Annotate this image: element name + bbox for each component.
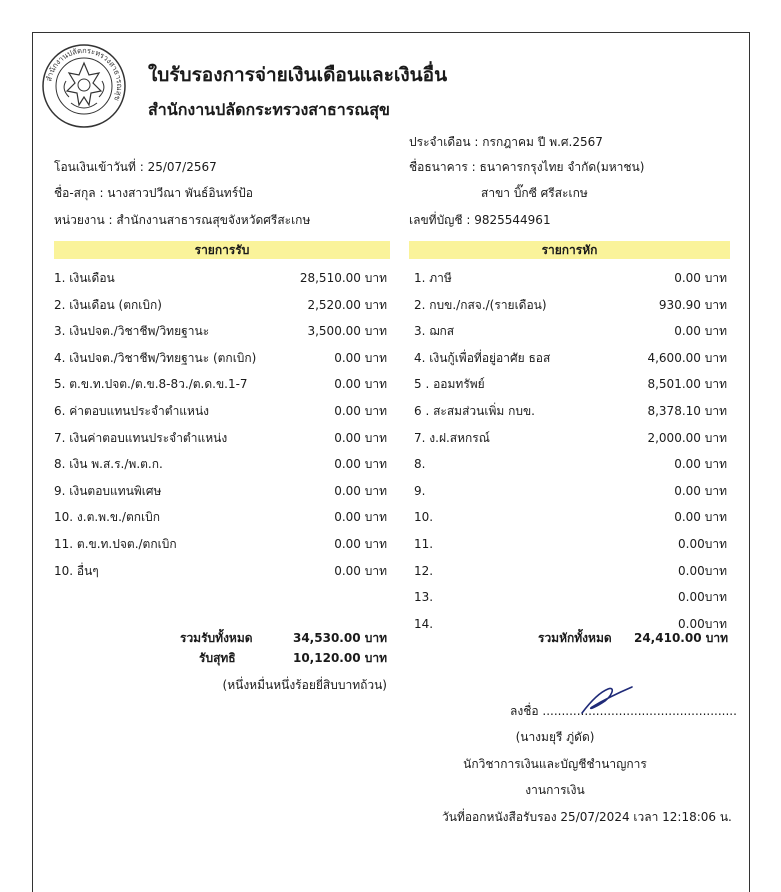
- pay-month: ประจำเดือน : กรกฎาคม ปี พ.ศ.2567: [409, 135, 603, 149]
- handwritten-signature-icon: [578, 683, 638, 719]
- row-label: 11.: [414, 537, 434, 551]
- row-label: 6 . สะสมส่วนเพิ่ม กบข.: [414, 404, 535, 418]
- row-amount: 2,520.00 บาท: [307, 297, 387, 312]
- income-row: [54, 401, 387, 421]
- row-label: 1. เงินเดือน: [54, 271, 115, 285]
- row-amount: 0.00 บาท: [334, 457, 387, 472]
- row-amount: 0.00 บาท: [334, 483, 387, 498]
- row-label: 7. ง.ฝ.สหกรณ์: [414, 430, 490, 445]
- deduction-row: [414, 587, 727, 607]
- row-amount: 0.00 บาท: [334, 563, 387, 578]
- row-amount: 0.00 บาท: [674, 510, 727, 525]
- row-label: 10.: [414, 510, 434, 525]
- deduction-row: [414, 401, 727, 421]
- income-row: [54, 507, 387, 527]
- row-label: 10. ง.ต.พ.ข./ตกเบิก: [54, 510, 161, 525]
- svg-text:สำนักงานปลัดกระทรวงสาธารณสุข: [44, 46, 124, 102]
- row-label: 4. เงินปจต./วิชาชีพ/วิทยฐานะ (ตกเบิก): [54, 350, 257, 365]
- work-unit: หน่วยงาน : สำนักงานสาธารณสุขจังหวัดศรีสะเกษ: [54, 213, 311, 227]
- income-row: [54, 561, 387, 581]
- row-label: 9.: [414, 483, 426, 498]
- row-amount: 0.00บาท: [678, 590, 727, 605]
- ministry-seal-icon: [41, 43, 127, 129]
- row-amount: 0.00 บาท: [334, 537, 387, 551]
- income-row: [54, 374, 387, 394]
- deductions-total-value: 24,410.00 บาท: [633, 631, 728, 645]
- deduction-row: [414, 348, 727, 368]
- row-amount: 8,378.10 บาท: [647, 404, 727, 418]
- row-label: 7. เงินค่าตอบแทนประจำตำแหน่ง: [54, 430, 228, 445]
- deduction-row: [414, 481, 727, 501]
- net-pay-value: 10,120.00 บาท: [292, 651, 387, 665]
- row-amount: 8,501.00 บาท: [647, 377, 727, 392]
- transfer-date: โอนเงินเข้าวันที่ : 25/07/2567: [54, 160, 217, 174]
- deduction-row: [414, 374, 727, 394]
- row-label: 2. เงินเดือน (ตกเบิก): [54, 297, 162, 312]
- row-amount: 0.00 บาท: [334, 404, 387, 418]
- row-amount: 0.00 บาท: [334, 510, 387, 525]
- row-label: 3. ฌกส: [414, 324, 455, 339]
- deduction-row: [414, 561, 727, 581]
- row-amount: 0.00บาท: [678, 537, 727, 551]
- bank-name: ชื่อธนาคาร : ธนาคารกรุงไทย จำกัด(มหาชน): [409, 160, 645, 174]
- row-amount: 2,000.00 บาท: [647, 430, 727, 445]
- net-pay-label: รับสุทธิ: [199, 651, 236, 665]
- row-amount: 930.90 บาท: [658, 297, 727, 312]
- row-amount: 0.00บาท: [678, 616, 727, 631]
- signer-position: นักวิชาการเงินและบัญชีชำนาญการ: [463, 757, 647, 771]
- row-amount: 0.00 บาท: [674, 271, 727, 285]
- row-label: 5. ต.ข.ท.ปจต./ต.ข.8-8ว./ต.ด.ข.1-7: [54, 377, 248, 392]
- income-row: [54, 428, 387, 448]
- deduction-row: [414, 428, 727, 448]
- deduction-row: [414, 321, 727, 341]
- deductions-header: รายการหัก: [409, 241, 730, 259]
- row-label: 2. กบข./กสจ./(รายเดือน): [414, 297, 547, 312]
- row-amount: 0.00 บาท: [334, 377, 387, 392]
- row-amount: 0.00 บาท: [334, 350, 387, 365]
- signer-name: (นางมยุรี ภู่ดัด): [515, 730, 595, 744]
- account-number: เลขที่บัญชี : 9825544961: [409, 213, 551, 227]
- row-label: 10. อื่นๆ: [54, 563, 99, 578]
- row-amount: 0.00 บาท: [334, 430, 387, 445]
- row-label: 11. ต.ข.ท.ปจต./ตกเบิก: [54, 537, 177, 551]
- row-amount: 4,600.00 บาท: [647, 350, 727, 365]
- row-label: 4. เงินกู้เพื่อที่อยู่อาศัย ธอส: [414, 350, 551, 365]
- income-row: [54, 454, 387, 474]
- income-row: [54, 348, 387, 368]
- row-label: 14.: [414, 616, 434, 631]
- row-label: 1. ภาษี: [414, 271, 452, 285]
- deduction-row: [414, 534, 727, 554]
- deduction-row: [414, 454, 727, 474]
- income-total-label: รวมรับทั้งหมด: [180, 631, 253, 645]
- income-total-value: 34,530.00 บาท: [292, 631, 387, 645]
- income-header: รายการรับ: [54, 241, 390, 259]
- row-label: 12.: [414, 563, 434, 578]
- employee-name: ชื่อ-สกุล : นางสาวปวีณา พันธ์อินทร์ป้อ: [54, 186, 253, 200]
- row-label: 13.: [414, 590, 434, 605]
- row-amount: 3,500.00 บาท: [307, 324, 387, 339]
- deduction-row: [414, 268, 727, 288]
- row-amount: 0.00 บาท: [674, 324, 727, 339]
- row-label: 9. เงินตอบแทนพิเศษ: [54, 483, 162, 498]
- income-row: [54, 268, 387, 288]
- row-amount: 28,510.00 บาท: [299, 271, 387, 285]
- row-amount: 0.00 บาท: [674, 457, 727, 472]
- income-row: [54, 295, 387, 315]
- row-label: 5 . ออมทรัพย์: [414, 377, 485, 392]
- deductions-total-label: รวมหักทั้งหมด: [538, 631, 612, 645]
- issue-timestamp: วันที่ออกหนังสือรับรอง 25/07/2024 เวลา 12:18:06 น.: [442, 810, 732, 824]
- income-row: [54, 321, 387, 341]
- row-label: 8. เงิน พ.ส.ร./พ.ต.ก.: [54, 457, 163, 472]
- row-label: 8.: [414, 457, 426, 472]
- net-pay-words: (หนึ่งหมื่นหนึ่งร้อยยี่สิบบาทถ้วน): [222, 678, 387, 692]
- deduction-row: [414, 295, 727, 315]
- income-row: [54, 481, 387, 501]
- seal-text: สำนักงานปลัดกระทรวงสาธารณสุข: [44, 45, 125, 103]
- signature-line: ลงชื่อ ...................................................: [510, 704, 737, 718]
- document-title: ใบรับรองการจ่ายเงินเดือนและเงินอื่น: [148, 64, 448, 86]
- bank-branch: สาขา บิ๊กซี ศรีสะเกษ: [481, 186, 588, 200]
- row-label: 3. เงินปจต./วิชาชีพ/วิทยฐานะ: [54, 324, 210, 339]
- agency-name: สำนักงานปลัดกระทรวงสาธารณสุข: [148, 100, 390, 119]
- signer-department: งานการเงิน: [525, 783, 585, 797]
- row-amount: 0.00บาท: [678, 563, 727, 578]
- row-amount: 0.00 บาท: [674, 483, 727, 498]
- row-label: 6. ค่าตอบแทนประจำตำแหน่ง: [54, 404, 210, 418]
- deduction-row: [414, 507, 727, 527]
- income-row: [54, 534, 387, 554]
